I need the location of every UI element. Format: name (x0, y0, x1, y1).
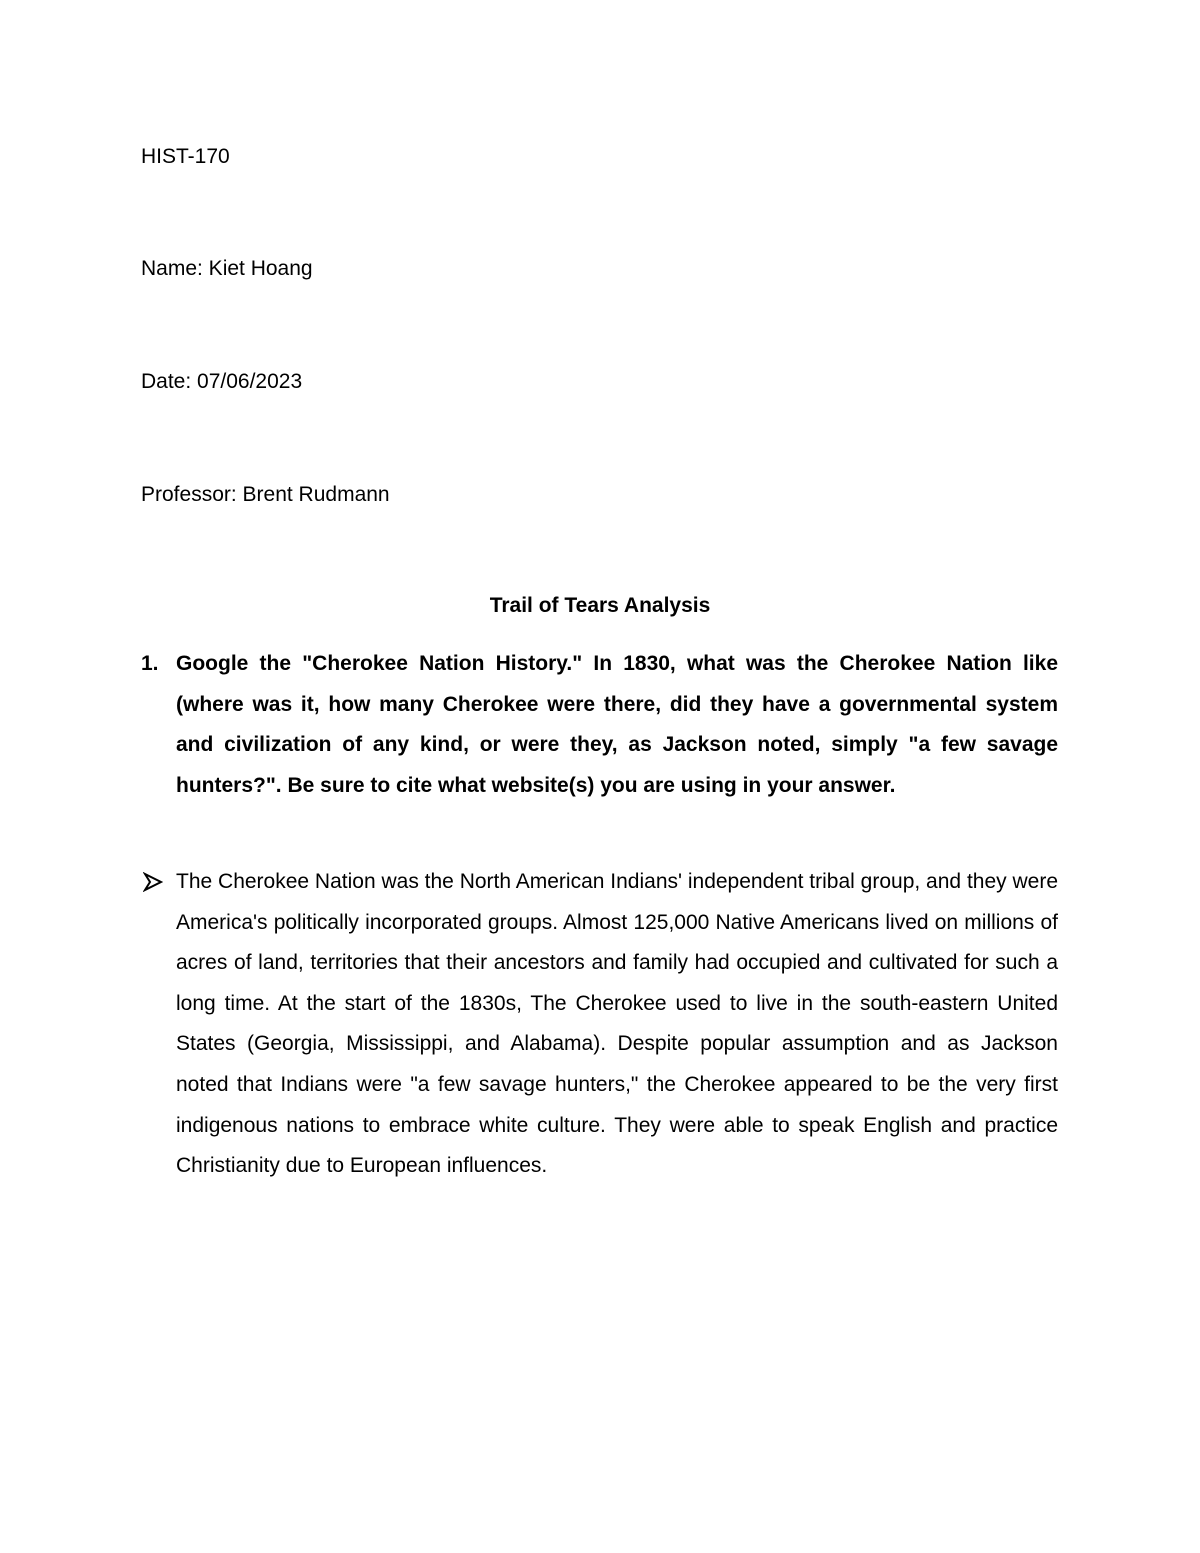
student-name: Name: Kiet Hoang (141, 257, 313, 280)
document-title: Trail of Tears Analysis (489, 594, 711, 617)
answer-text: The Cherokee Nation was the North American Indians' independent tribal group, and they were America's politically incorporated groups. Almost 125,000 Native Americans lived on millions of acres of land, territories that their ancestors and family had occupied and cultivated for such a long time. At the start of the 1830s, The Cherokee used to live in the south-eastern United States (Georgia, Mississippi, and Alabama). Despite popular assumption and as Jackson noted that Indians were "a few savage hunters," the Cherokee appeared to be the very first indigenous nations to embrace white culture. They were able to speak English and practice Christianity due to European influences. (176, 870, 1058, 1178)
professor-name: Professor: Brent Rudmann (141, 483, 390, 506)
question-item (141, 644, 1058, 806)
course-code: HIST-170 (141, 145, 230, 168)
answer-item (141, 862, 1058, 1187)
arrowhead-bullet-icon (141, 862, 167, 902)
question-number: 1. (141, 652, 159, 675)
question-text: Google the "Cherokee Nation History." In 1830, what was the Cherokee Nation like (where was it, how many Cherokee were there, did they have a governmental system and civilization of any kind, or were they, as Jackson noted, simply "a few savage hunters?". Be sure to cite what website(s) you are using in your answer. (176, 652, 1058, 797)
submission-date: Date: 07/06/2023 (141, 370, 303, 393)
